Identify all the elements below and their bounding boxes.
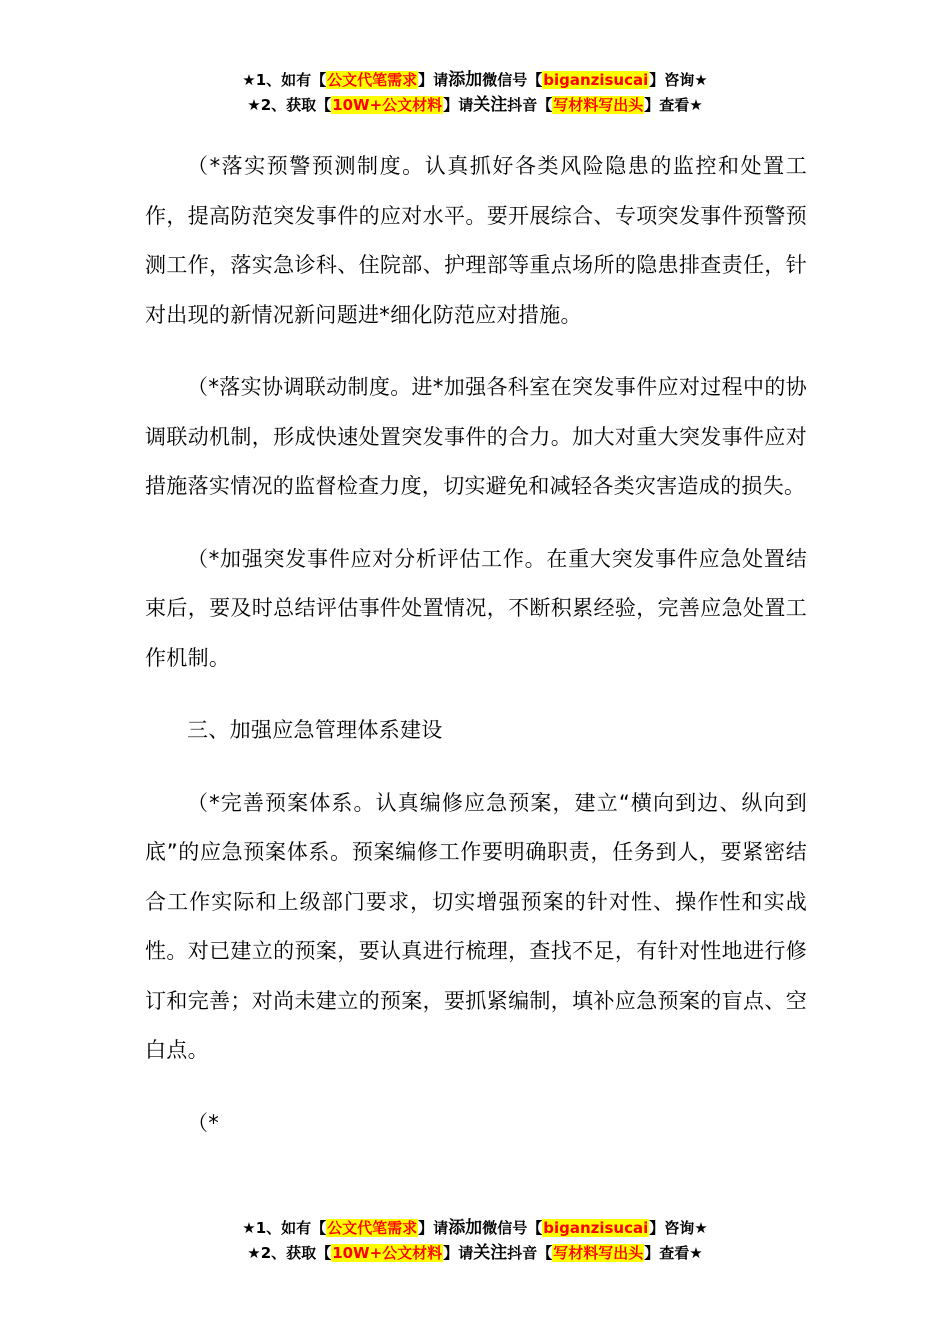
header-banner <box>0 68 950 118</box>
banner-line-1 <box>0 68 950 93</box>
highlight-text: 写材料写出头 <box>553 96 644 114</box>
banner-text: 】咨询★ <box>649 1219 708 1237</box>
highlight-text: biganzisucai <box>543 71 649 89</box>
body-paragraph: （*落实协调联动制度。进*加强各科室在突发事件应对过程中的协调联动机制，形成快速处置突发事件的合力。加大对重大突发事件应对措施落实情况的监督检查力度，切实避免和减轻各类灾害造成的损失。 <box>145 375 807 498</box>
highlight-text: 10W+公文材料 <box>332 96 443 114</box>
banner-text: ★2、获取【 <box>247 96 332 114</box>
emphasis-text: 关注 <box>473 95 508 115</box>
banner-line-2 <box>0 93 950 118</box>
banner-text: 抖音【 <box>507 96 553 114</box>
banner-text: 微信号【 <box>482 1219 543 1237</box>
highlight-text: biganzisucai <box>543 1219 649 1237</box>
banner-text: 】请 <box>418 71 449 89</box>
banner-text: 】查看★ <box>644 96 703 114</box>
body-paragraph: （*加强突发事件应对分析评估工作。在重大突发事件应急处置结束后，要及时总结评估事件处置情况，不断积累经验，完善应急处置工作机制。 <box>145 546 807 670</box>
banner-text: 】咨询★ <box>649 71 708 89</box>
emphasis-text: 添加 <box>448 70 483 90</box>
highlight-text: 10W+公文材料 <box>332 1244 443 1262</box>
highlight-text: 公文代笔需求 <box>327 71 418 89</box>
banner-line-1 <box>0 1216 950 1241</box>
highlight-text: 写材料写出头 <box>553 1244 644 1262</box>
body-paragraph: （* <box>187 1110 220 1135</box>
banner-text: 】查看★ <box>644 1244 703 1262</box>
body-paragraph: （*完善预案体系。认真编修应急预案，建立“横向到边、纵向到底”的应急预案体系。预案编修工作要明确职责，任务到人，要紧密结合工作实际和上级部门要求，切实增强预案的针对性、操作性和实战性。对已建立的预案，要认真进行梳理，查找不足，有针对性地进行修订和完善；对尚未建立的预案，要抓紧编制，填补应急预案的盲点、空白点。 <box>145 790 807 1062</box>
body-paragraph: （*落实预警预测制度。认真抓好各类风险隐患的监控和处置工作，提高防范突发事件的应对水平。要开展综合、专项突发事件预警预测工作，落实急诊科、住院部、护理部等重点场所的隐患排查责任，针对出现的新情况新问题进*细化防范应对措施。 <box>145 154 807 327</box>
banner-text: ★1、如有【 <box>242 1219 327 1237</box>
emphasis-text: 添加 <box>448 1218 483 1238</box>
banner-text: 】请 <box>443 96 474 114</box>
banner-text: 】请 <box>418 1219 449 1237</box>
banner-text: 微信号【 <box>482 71 543 89</box>
banner-text: ★2、获取【 <box>247 1244 332 1262</box>
footer-banner <box>0 1216 950 1266</box>
emphasis-text: 关注 <box>473 1243 508 1263</box>
banner-text: ★1、如有【 <box>242 71 327 89</box>
highlight-text: 公文代笔需求 <box>327 1219 418 1237</box>
banner-text: 】请 <box>443 1244 474 1262</box>
section-heading: 三、加强应急管理体系建设 <box>187 718 443 742</box>
banner-line-2 <box>0 1241 950 1266</box>
document-body <box>145 142 807 1148</box>
banner-text: 抖音【 <box>507 1244 553 1262</box>
